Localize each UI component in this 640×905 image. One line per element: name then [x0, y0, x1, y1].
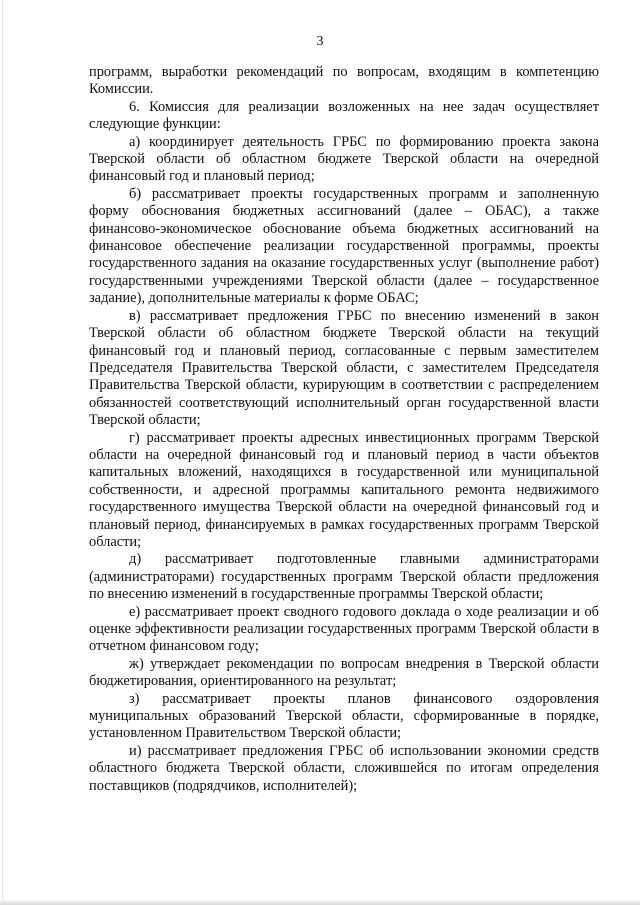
paragraph-item-b: б) рассматривает проекты государственных программ и заполненную форму обоснования бюджетных ассигнований (далее – ОБАС), а также финансово-экономическое обоснование объема бюджетных ассигнований на финансовое обеспечение реализации государственной программы, проекты государственного задания на оказание государственных услуг (выполнение работ) государственными учреждениями Тверской области (далее – государственное задание), дополнительные материалы к форме ОБАС; [89, 185, 599, 307]
paragraph-item-i: и) рассматривает предложения ГРБС об использовании экономии средств областного бюджета Тверской области, сложившейся по итогам определения поставщиков (подрядчиков, исполнителей); [89, 742, 599, 794]
scan-edge-left [2, 0, 4, 905]
paragraph-item-d: д) рассматривает подготовленные главными администраторами (администраторами) государственных программ Тверской области предложения по внесению изменений в государственные программы Тверской области; [89, 551, 599, 603]
paragraph-item-zh: ж) утверждает рекомендации по вопросам внедрения в Тверской области бюджетирования, ориентированного на результат; [89, 655, 599, 690]
document-body [89, 64, 599, 795]
paragraph-intro-continuation: программ, выработки рекомендаций по вопросам, входящим в компетенцию Комиссии. [89, 64, 599, 98]
paragraph-item-e: е) рассматривает проект сводного годового доклада о ходе реализации и об оценке эффективности реализации государственных программ Тверской области в отчетном финансовом году; [89, 603, 599, 655]
paragraph-item-z: з) рассматривает проекты планов финансового оздоровления муниципальных образований Тверской области, сформированные в порядке, установленном Правительством Тверской области; [89, 690, 599, 742]
paragraph-item-a: а) координирует деятельность ГРБС по формированию проекта закона Тверской области об областном бюджете Тверской области на очередной финансовый год и плановый период; [89, 133, 599, 185]
paragraph-item-g: г) рассматривает проекты адресных инвестиционных программ Тверской области на очередной финансовый год и плановый период в части объектов капитальных вложений, находящихся в государственной или муниципальной собственности, и адресной программы капитального ремонта недвижимого государственного имущества Тверской области на очередной финансовый год и плановый период, финансируемых в рамках государственных программ Тверской области; [89, 429, 599, 550]
paragraph-section-6: 6. Комиссия для реализации возложенных на нее задач осуществляет следующие функции: [89, 98, 599, 133]
page-number: 3 [316, 34, 324, 49]
scan-edge-bottom [0, 899, 640, 905]
paragraph-item-v: в) рассматривает предложения ГРБС по внесению изменений в закон Тверской области об областном бюджете Тверской области на текущий финансовый год и плановый период, согласованные с первым заместителем Председателя Правительства Тверской области, с заместителем Председателя Правительства Тверской области, курирующим в соответствии с распределением обязанностей соответствующий исполнительный орган государственной власти Тверской области; [89, 307, 599, 429]
